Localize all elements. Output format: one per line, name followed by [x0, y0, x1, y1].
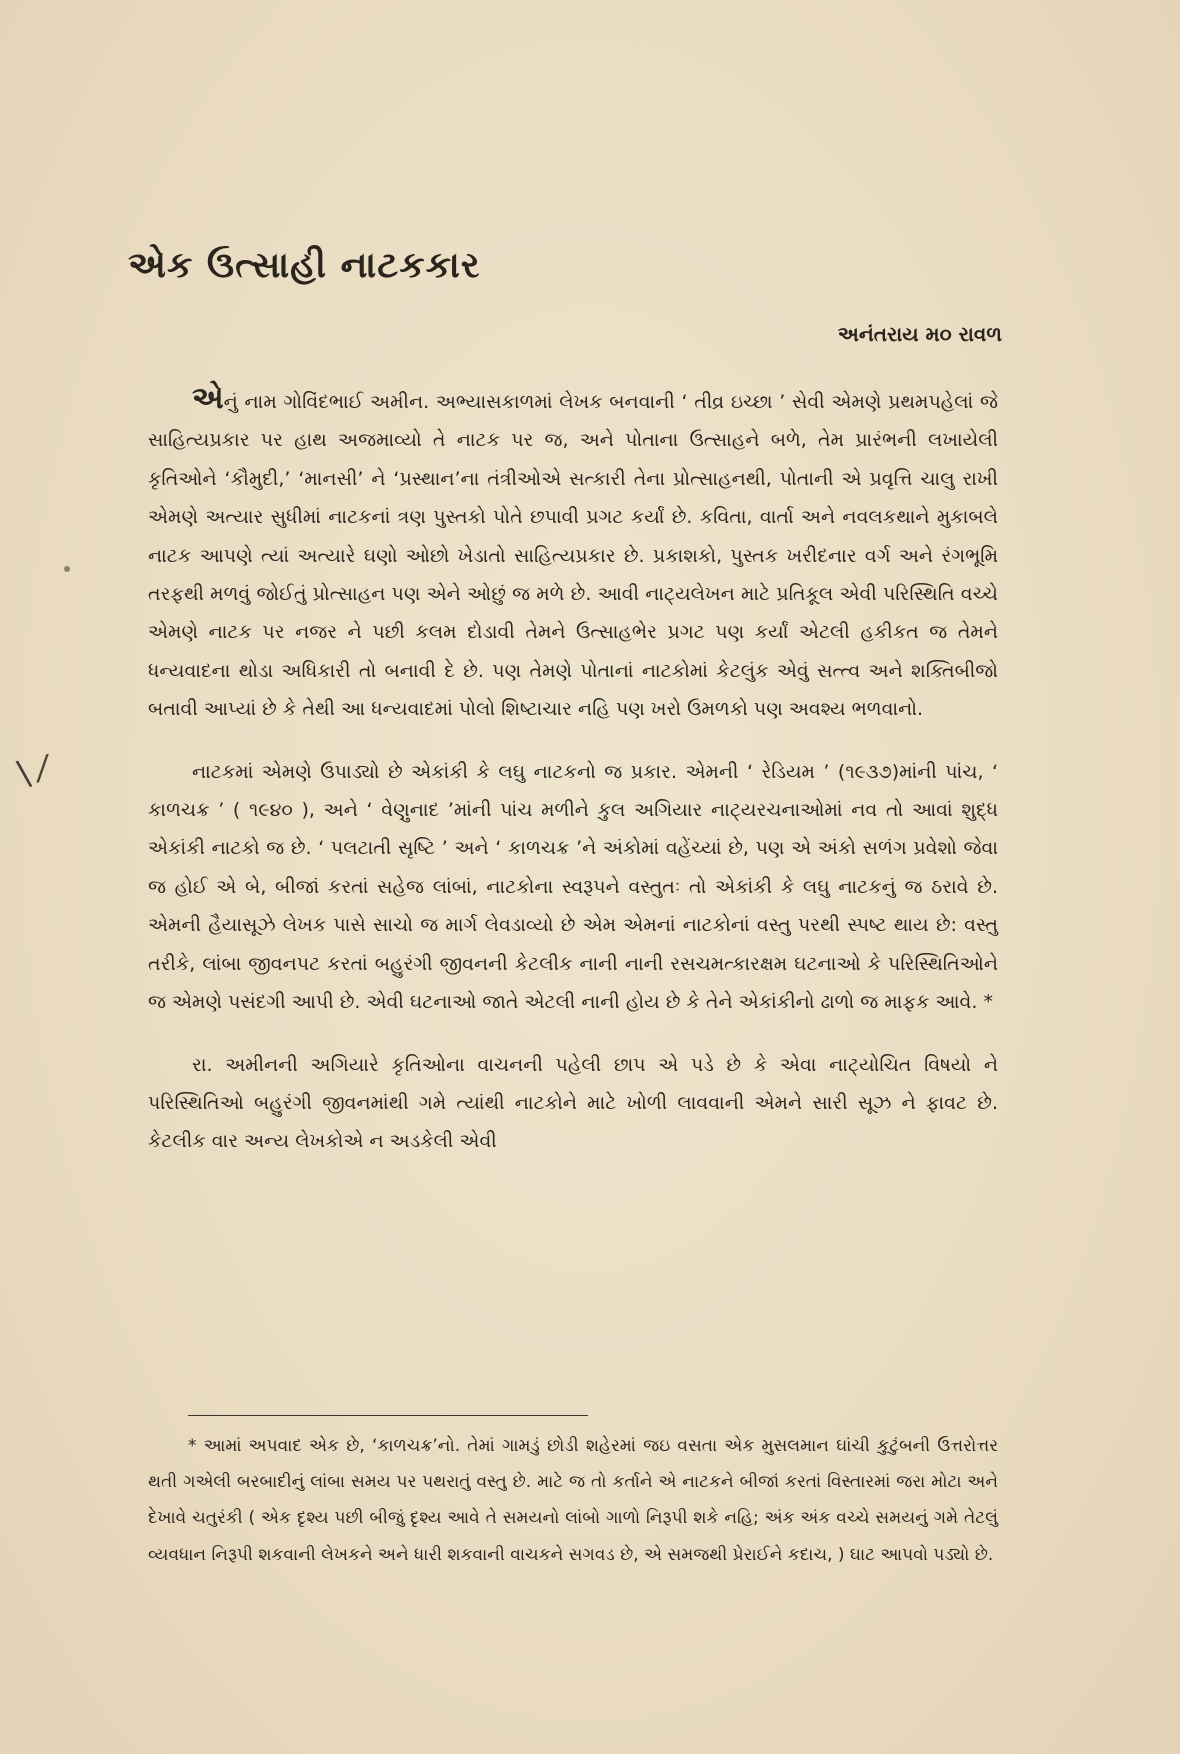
article-author: અનંતરાય મ૦ રાવળ: [837, 322, 1002, 346]
footnote: * આમાં અપવાદ એક છે, ‘કાળચક્ર’નો. તેમાં ગામડું છોડી શહેરમાં જઇ વસતા એક મુસલમાન ઘાંચી કુટુંબની ઉત્તરોત્તર થતી ગએલી બરબાદીનું લાંબા સમય પર પથરાતું વસ્તુ છે. માટે જ તો કર્તાને એ નાટકને બીજાં કરતાં વિસ્તારમાં જરા મોટા અને દેખાવે ચતુરંકી ( એક દૃશ્ય પછી બીજું દૃશ્ય આવે તે સમયનો લાંબો ગાળો નિરૂપી શકે નહિ; અંક અંક વચ્ચે સમયનું ગમે તેટલું વ્યવધાન નિરૂપી શકવાની લેખકને અને ધારી શકવાની વાચકને સગવડ છે, એ સમજથી પ્રેરાઈને કદાચ, ) ઘાટ આપવો પડ્યો છે.: [148, 1436, 998, 1565]
paragraph-2: નાટકમાં એમણે ઉપાડ્યો છે એકાંકી કે લઘુ નાટકનો જ પ્રકાર. એમની ‘ રેડિયમ ’ (૧૯૩૭)માંની પાંચ, ‘ કાળચક્ર ’ ( ૧૯૪૦ ), અને ‘ વેણુનાદ ’માંની પાંચ મળીને કુલ અગિયાર નાટ્યરચનાઓમાં નવ તો આવાં શુદ્ધ એકાંકી નાટકો જ છે. ‘ પલટાતી સૃષ્ટિ ’ અને ‘ કાળચક્ર ’ને અંકોમાં વહેંચ્યાં છે, પણ એ અંકો સળંગ પ્રવેશો જેવા જ હોઈ એ બે, બીજાં કરતાં સહેજ લાંબાં, નાટકોના સ્વરૂપને વસ્તુતઃ તો એકાંકી કે લઘુ નાટકનું જ ઠરાવે છે. એમની હૈયાસૂઝે લેખક પાસે સાચો જ માર્ગ લેવડાવ્યો છે એમ એમનાં નાટકોનાં વસ્તુ પરથી સ્પષ્ટ થાય છે: વસ્તુ તરીકે, લાંબા જીવનપટ કરતાં બહુરંગી જીવનની કેટલીક નાની નાની રસચમત્કારક્ષમ ઘટનાઓ કે પરિસ્થિતિઓને જ એમણે પસંદગી આપી છે. એવી ઘટનાઓ જાતે એટલી નાની હોય છે કે તેને એકાંકીનો ઢાળો જ માફક આવે. *: [148, 760, 998, 1014]
article-body: [148, 380, 998, 1185]
drop-initial: એ: [192, 381, 224, 416]
paragraph-3: રા. અમીનની અગિયારે કૃતિઓના વાચનની પહેલી છાપ એ પડે છે કે એવા નાટ્યોચિત વિષયો ને પરિસ્થિતિઓ બહુરંગી જીવનમાંથી ગમે ત્યાંથી નાટકોને માટે ખોળી લાવવાની એમને સારી સૂઝ ને ફાવટ છે. કેટલીક વાર અન્ય લેખકોએ ન અડકેલી એવી: [148, 1053, 998, 1153]
footnote-divider: [188, 1415, 588, 1416]
margin-dot-mark: [64, 566, 70, 572]
article-title: એક ઉત્સાહી નાટકકાર: [128, 245, 481, 286]
margin-pencil-mark: \ ⁄: [14, 749, 50, 795]
paragraph-1-text: નું નામ ગોવિંદભાઈ અમીન. અભ્યાસકાળમાં લેખક બનવાની ‘ તીવ્ર ઇચ્છા ’ સેવી એમણે પ્રથમપહેલાં જે સાહિત્યપ્રકાર પર હાથ અજમાવ્યો તે નાટક પર જ, અને પોતાના ઉત્સાહને બળે, તેમ પ્રારંભની લખાયેલી કૃતિઓને ‘કૌમુદી,’ ‘માનસી’ ને ‘પ્રસ્થાન’ના તંત્રીઓએ સત્કારી તેના પ્રોત્સાહનથી, પોતાની એ પ્રવૃત્તિ ચાલુ રાખી એમણે અત્યાર સુધીમાં નાટકનાં ત્રણ પુસ્તકો પોતે છપાવી પ્રગટ કર્યાં છે. કવિતા, વાર્તા અને નવલકથાને મુકાબલે નાટક આપણે ત્યાં અત્યારે ઘણો ઓછો ખેડાતો સાહિત્યપ્રકાર છે. પ્રકાશકો, પુસ્તક ખરીદનાર વર્ગ અને રંગભૂમિ તરફથી મળવું જોઈતું પ્રોત્સાહન પણ એને ઓછું જ મળે છે. આવી નાટ્યલેખન માટે પ્રતિકૂલ એવી પરિસ્થિતિ વચ્ચે એમણે નાટક પર નજર ને પછી કલમ દોડાવી તેમને ઉત્સાહભેર પ્રગટ પણ કર્યાં એટલી હકીકત જ તેમને ધન્યવાદના થોડા અધિકારી તો બનાવી દે છે. પણ તેમણે પોતાનાં નાટકોમાં કેટલુંક એવું સત્ત્વ અને શક્તિબીજો બતાવી આપ્યાં છે કે તેથી આ ધન્યવાદમાં પોલો શિષ્ટાચાર નહિ પણ ખરો ઉમળકો પણ અવશ્ય ભળવાનો.: [148, 391, 998, 721]
paragraph-1: [148, 380, 998, 729]
